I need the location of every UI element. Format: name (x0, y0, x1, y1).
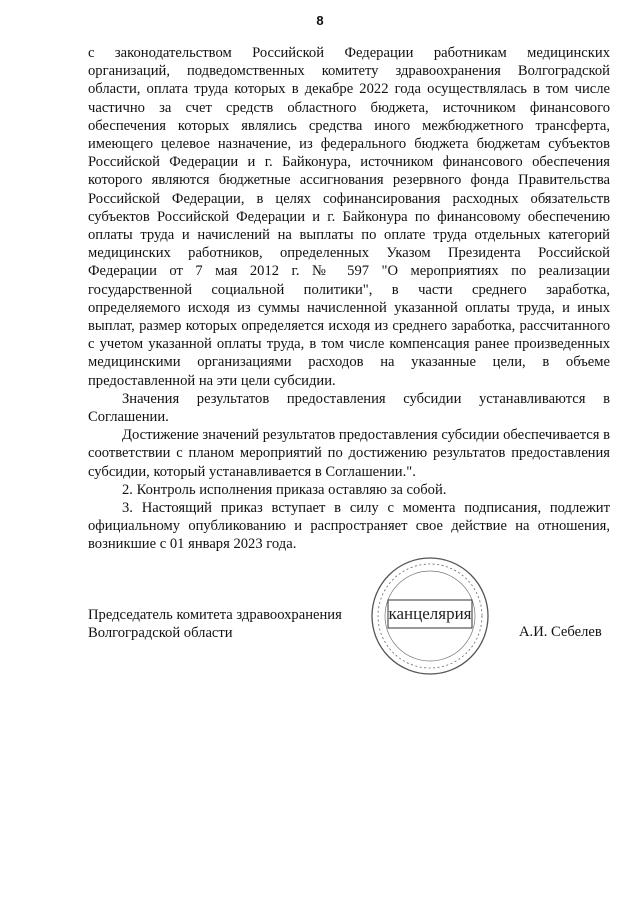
paragraph-results-values: Значения результатов предоставления субсидии устанавливаются в Соглашении. (88, 390, 610, 426)
paragraph-results-achievement: Достижение значений результатов предоставления субсидии обеспечивается в соответствии с планом мероприятий по достижению результатов предоставления субсидии, который устанавливается в Соглашении.". (88, 427, 610, 480)
official-stamp (368, 554, 492, 678)
page-number: 8 (316, 13, 324, 28)
signer-position (88, 606, 342, 642)
signer-position-line1: Председатель комитета здравоохранения (88, 607, 342, 623)
paragraph-continuation: с законодательством Российской Федерации работникам медицинских организаций, подведомственных комитету здравоохранения Волгоградской области, оплата труда которых в декабре 2022 года осуществлялась в том числе частично за счет средств областного бюджета, источником финансового обеспечения которых являлись средства иного межбюджетного трансферта, имеющего целевое назначение, из федерального бюджета бюджетам субъектов Российской Федерации и г. Байконура, источником финансового обеспечения которого являются бюджетные ассигнования резервного фонда Правительства Российской Федерации, в целях софинансирования расходных обязательств субъектов Российской Федерации и г. Байконура по финансовому обеспечению оплаты труда и начислений на выплаты по оплате труда отдельных категорий медицинских работников, определенных Указом Президента Российской Федерации от 7 мая 2012 г. № 597 "О мероприятиях по реализации государственной социальной политики", в части среднего заработка, определяемого исходя из суммы начисленной указанной оплаты труда, и иных выплат, размер которых определяется исходя из среднего заработка, рассчитанного с учетом указанной оплаты труда, в том числе компенсация ранее произведенных медицинскими организациями расходов на указанные цели, в объеме предоставленной на эти цели субсидии. (88, 45, 610, 389)
signer-name: А.И. Себелев (519, 624, 602, 640)
signer-position-line2: Волгоградской области (88, 625, 233, 642)
document-body (88, 44, 610, 554)
paragraph-control: 2. Контроль исполнения приказа оставляю за собой. (122, 481, 447, 498)
paragraph-effective-date: 3. Настоящий приказ вступает в силу с момента подписания, подлежит официальному опубликованию и распространяет свое действие на отношения, возникшие с 01 января 2023 года. (88, 500, 610, 553)
stamp-text: канцелярия (388, 604, 472, 623)
